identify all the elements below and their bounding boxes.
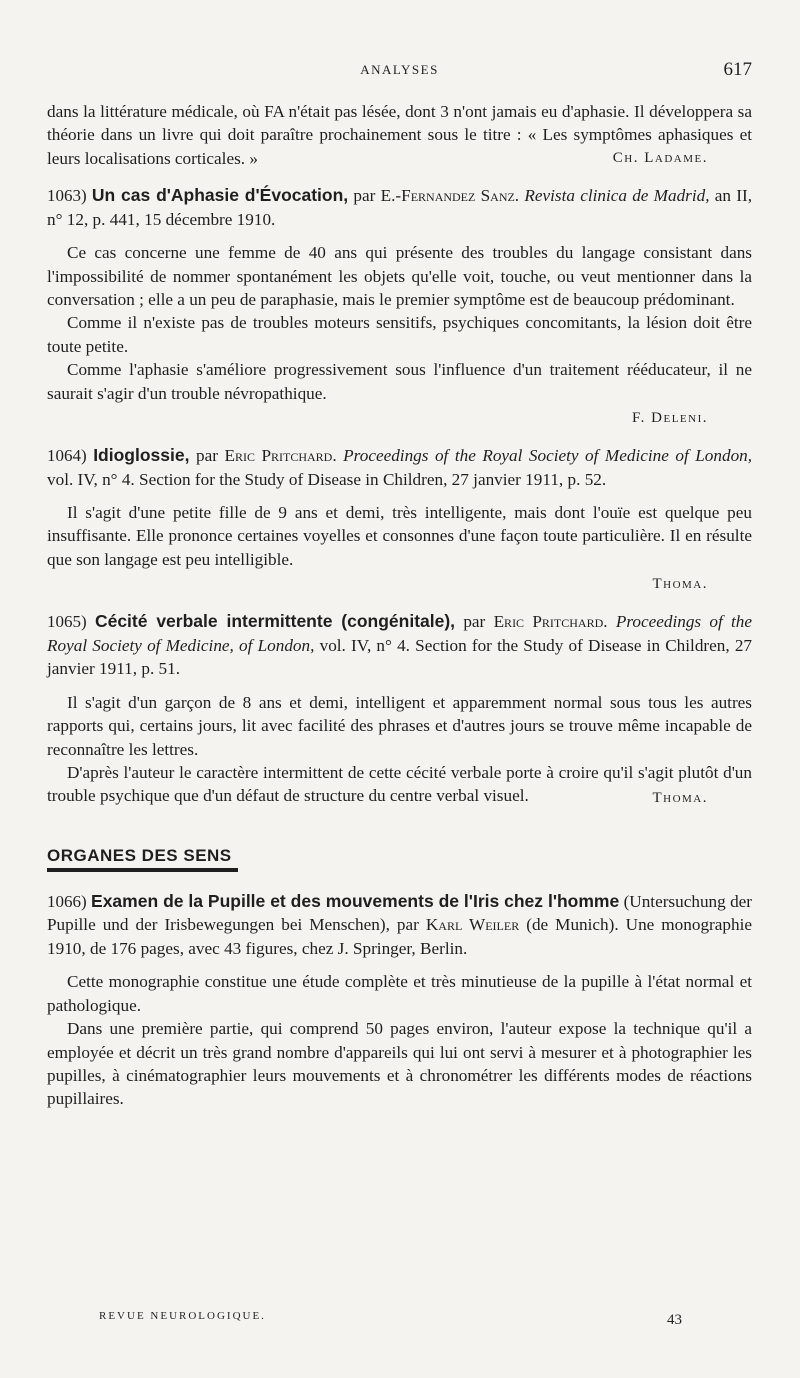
entry-title: Cécité verbale intermittente (congénitale), (94, 611, 456, 632)
intro-signature: Ch. Ladame. (612, 150, 708, 167)
entry-number: 1065) (47, 612, 87, 632)
entry-number: 1066) (47, 891, 87, 911)
entry-reference: Proceedings of the Royal Society of Medicine, of London, (47, 612, 753, 655)
page-number: 617 (723, 59, 752, 80)
section-title: ORGANES DES SENS (47, 846, 238, 872)
entry-paragraph: Il s'agit d'un garçon de 8 ans et demi, intelligent et apparemment normal sous tous les autres rapports qui, certains jours, lit avec facilité des phrases et d'autres jours se trouve même incapable de reconnaître les lettres. (47, 692, 752, 759)
page-body (47, 100, 752, 1111)
entry-details: vol. IV, n° 4. Section for the Study of Disease in Children, 27 janvier 1911, p. 52. (47, 469, 607, 489)
entry-heading (47, 184, 752, 231)
entry-by: par (463, 612, 486, 632)
journal-name: REVUE NEUROLOGIQUE. (99, 1310, 266, 1322)
entry-paragraph: Comme il n'existe pas de troubles moteurs sensitifs, psychiques concomitants, la lésion doit être toute petite. (47, 313, 752, 356)
entry-heading (47, 890, 752, 961)
entry-body (47, 501, 752, 596)
intro-paragraph: dans la littérature médicale, où FA n'était pas lésée, dont 3 n'ont jamais eu d'aphasie. Il développera sa théorie dans un livre qui doit paraître prochainement sous le titre : « Les symptômes aphasiques et leurs localisations corticales. » (47, 102, 752, 168)
entry-1063 (47, 184, 752, 430)
entry-1065 (47, 610, 752, 810)
intro-block (47, 100, 752, 170)
entry-heading (47, 610, 752, 681)
entry-1064 (47, 444, 752, 596)
entry-paragraph: D'après l'auteur le caractère intermittent de cette cécité verbale porte à croire qu'il s'agit plutôt d'un trouble psychique que d'un défaut de structure du centre verbal visuel. (47, 763, 752, 806)
entry-body (47, 970, 752, 1110)
entry-subtitle: (Untersuchung der Pupille und der Irisbewegungen bei Menschen), par (47, 891, 753, 935)
entry-author: Karl Weiler (425, 915, 520, 935)
entry-paragraph: Dans une première partie, qui comprend 50 pages environ, l'auteur expose la technique qu'il a employée et décrit un très grand nombre d'appareils qui lui ont servi à mesurer et à photographier les pupilles, à cinématographier leurs mouvements et à chronométrer les différents modes de réactions pupillaires. (47, 1019, 752, 1109)
entry-details: (de Munich). Une monographie 1910, de 176 pages, avec 43 figures, chez J. Springer, Berlin. (47, 915, 752, 958)
entry-paragraph: Il s'agit d'une petite fille de 9 ans et demi, très intelligente, mais dont l'ouïe est quelque peu insuffisante. Elle prononce certaines voyelles et consonnes d'une façon toute particulière. Il en résulte que son langage est peu intelligible. (47, 503, 752, 569)
entry-author: E.-Fernandez Sanz. (380, 186, 520, 206)
page-footer (47, 1310, 752, 1334)
entry-title: Un cas d'Aphasie d'Évocation, (91, 185, 349, 206)
entry-details: an II, n° 12, p. 441, 15 décembre 1910. (47, 186, 753, 229)
entry-paragraph: Comme l'aphasie s'améliore progressivement sous l'influence d'un traitement rééducateur, il ne saurait s'agir d'un trouble névropathique. (47, 360, 752, 403)
entry-title: Idioglossie, (93, 445, 190, 466)
entry-body (47, 241, 752, 430)
entry-by: par (195, 446, 218, 466)
entry-paragraph: Ce cas concerne une femme de 40 ans qui présente des troubles du langage consistant dans l'impossibilité de nommer spontanément les objets qu'elle voit, touche, ou veut mentionner dans la conversation ; elle a un peu de paraphasie, mais le premier symptôme est de beaucoup prédominant. (47, 243, 752, 310)
entry-reference: Proceedings of the Royal Society of Medicine of London, (343, 446, 753, 466)
entry-signature: F. Deleni. (632, 410, 708, 427)
entry-paragraph: Cette monographie constitue une étude complète et très minutieuse de la pupille à l'état normal et pathologique. (47, 972, 752, 1015)
entry-heading (47, 444, 752, 491)
entry-body (47, 691, 752, 810)
entry-number: 1063) (47, 186, 87, 206)
entry-reference: Revista clinica de Madrid, (524, 186, 710, 206)
running-title: ANALYSES (360, 62, 439, 77)
sheet-number: 43 (667, 1312, 682, 1328)
entry-signature: Thoma. (652, 576, 708, 593)
entry-1066 (47, 890, 752, 1111)
page-header (47, 59, 752, 86)
entry-number: 1064) (47, 446, 87, 466)
entry-by: par (353, 186, 376, 206)
entry-details: vol. IV, n° 4. Section for the Study of Disease in Children, 27 janvier 1911, p. 51. (47, 635, 753, 679)
entry-signature: Thoma. (652, 789, 708, 806)
entry-author: Eric Pritchard. (493, 612, 608, 632)
entry-author: Eric Pritchard. (224, 446, 337, 466)
entry-title: Examen de la Pupille et des mouvements de l'Iris chez l'homme (91, 890, 620, 911)
